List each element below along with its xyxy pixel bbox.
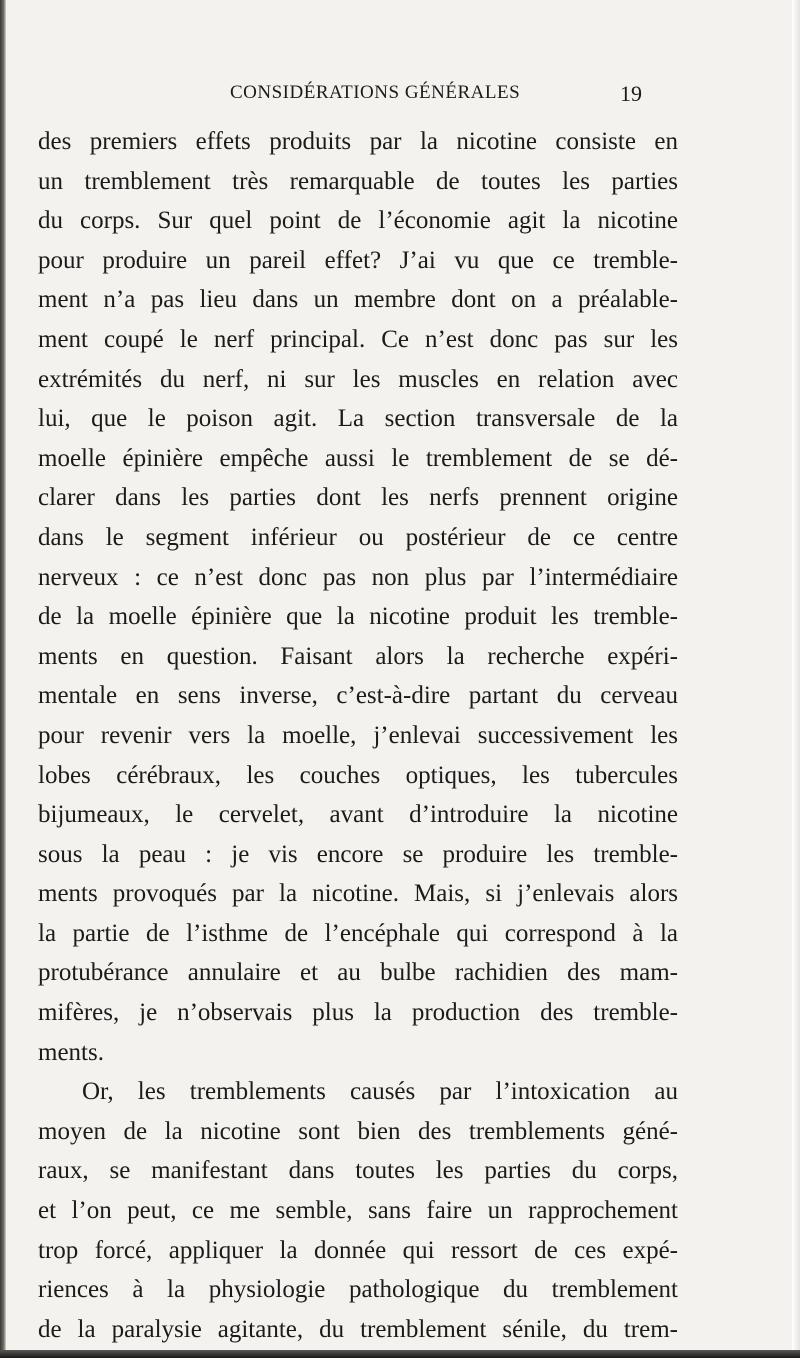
page-bottom-edge-shadow [0, 1350, 800, 1358]
text-line: de la moelle épinière que la nicotine produit les tremble- [38, 603, 678, 631]
text-line-paragraph-end: ments. [38, 1038, 104, 1066]
text-line: nerveux : ce n’est donc pas non plus par l’intermédiaire [38, 563, 678, 591]
text-line: dans le segment inférieur ou postérieur de ce centre [38, 523, 678, 551]
text-line: extrémités du nerf, ni sur les muscles en relation avec [38, 365, 678, 393]
text-line: riences à la physiologie pathologique du tremblement [38, 1276, 678, 1304]
text-line: mentale en sens inverse, c’est-à-dire partant du cerveau [38, 682, 678, 710]
text-line: la partie de l’isthme de l’encéphale qui correspond à la [38, 919, 678, 947]
text-line: trop forcé, appliquer la donnée qui ressort de ces expé- [38, 1236, 678, 1264]
text-line: des premiers effets produits par la nicotine consiste en [38, 128, 678, 155]
text-line: sous la peau : je vis encore se produire les tremble- [38, 840, 678, 868]
text-line: pour produire un pareil effet? J’ai vu que ce tremble- [38, 246, 678, 274]
text-line: lobes cérébraux, les couches optiques, les tubercules [38, 761, 678, 789]
text-line: du corps. Sur quel point de l’économie agit la nicotine [38, 207, 678, 235]
text-line: ments provoqués par la nicotine. Mais, si j’enlevais alors [38, 880, 678, 908]
text-line: ment coupé le nerf principal. Ce n’est donc pas sur les [38, 325, 678, 353]
text-line: pour revenir vers la moelle, j’enlevai successivement les [38, 721, 678, 749]
page-left-edge-shadow [0, 0, 6, 1358]
text-line: ments en question. Faisant alors la recherche expéri- [38, 642, 678, 670]
text-line: moelle épinière empêche aussi le tremblement de se dé- [38, 444, 678, 472]
text-line: de la paralysie agitante, du tremblement sénile, du trem- [38, 1315, 678, 1343]
text-line: clarer dans les parties dont les nerfs prennent origine [38, 484, 678, 512]
running-title: CONSIDÉRATIONS GÉNÉRALES [230, 82, 521, 103]
text-line: et l’on peut, ce me semble, sans faire un rapprochement [38, 1197, 678, 1225]
running-head [180, 78, 660, 108]
text-line: ment n’a pas lieu dans un membre dont on a préalable- [38, 286, 678, 314]
text-line-paragraph-start: Or, les tremblements causés par l’intoxication au [82, 1078, 678, 1106]
text-line: lui, que le poison agit. La section transversale de la [38, 405, 678, 433]
text-line: bijumeaux, le cervelet, avant d’introduire la nicotine [38, 801, 678, 829]
page-number: 19 [620, 81, 642, 106]
page-right-edge [792, 0, 800, 1358]
text-line: un tremblement très remarquable de toutes les parties [38, 167, 678, 195]
text-line: protubérance annulaire et au bulbe rachidien des mam- [38, 959, 678, 987]
body-text [38, 122, 678, 1349]
text-line: moyen de la nicotine sont bien des tremblements géné- [38, 1117, 678, 1145]
text-line: mifères, je n’observais plus la production des tremble- [38, 999, 678, 1027]
text-line: raux, se manifestant dans toutes les parties du corps, [38, 1157, 678, 1185]
